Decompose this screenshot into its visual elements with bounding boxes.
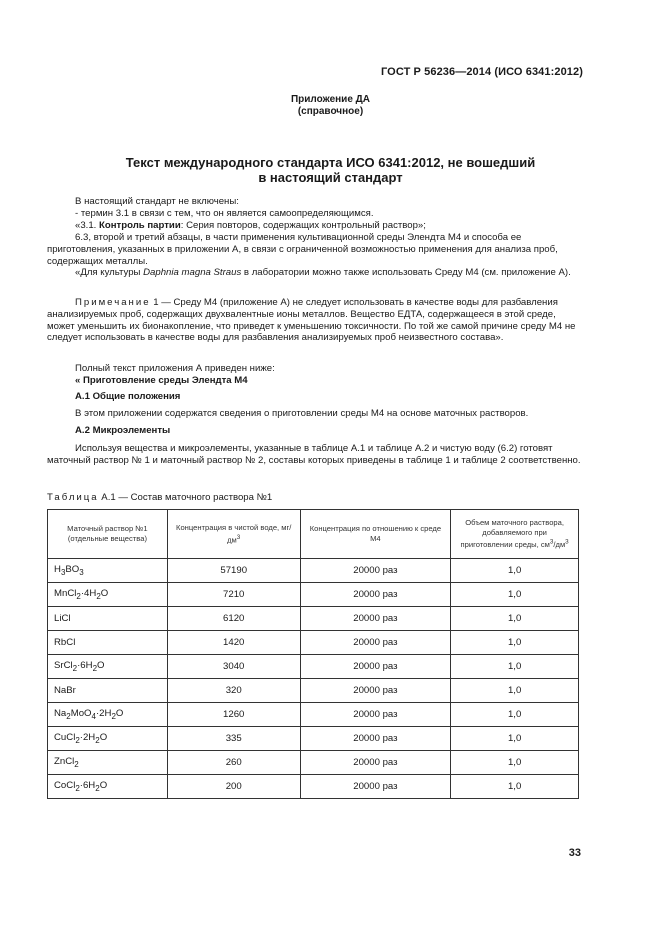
species-name: Daphnia magna Straus (143, 267, 242, 278)
term-definition (47, 220, 582, 232)
cell-volume: 1,0 (451, 679, 579, 703)
cell-substance: RbCl (48, 631, 168, 655)
cell-ratio: 20000 раз (300, 727, 451, 751)
cell-concentration: 3040 (167, 655, 300, 679)
cell-concentration: 1420 (167, 631, 300, 655)
section-a2-text: Используя вещества и микроэлементы, указанные в таблице А.1 и таблице А.2 и чистую воду (6.2) готовят маточный раствор № 1 и маточный раствор № 2, составы которых приведены в таблице 1 и таблице 2 соответственно. (47, 443, 581, 466)
superscript: 3 (549, 538, 554, 546)
cell-ratio: 20000 раз (300, 679, 451, 703)
cell-substance: $H_3BO_3$ (48, 559, 168, 583)
section-a1-title: А.1 Общие положения (75, 391, 181, 402)
appendix-subtitle: (справочное) (297, 106, 364, 117)
table-caption (47, 492, 272, 503)
table-row (48, 775, 579, 799)
table-row (48, 583, 579, 607)
cell-volume: 1,0 (451, 775, 579, 799)
header-concentration: Концентрация в чистой воде, $мг/дм^3$ (167, 510, 300, 559)
cell-substance: $CuCl_2\cdot 2H_2O$ (48, 727, 168, 751)
cell-substance: $SrCl_2\cdot 6H_2O$ (48, 655, 168, 679)
cell-volume: 1,0 (451, 583, 579, 607)
term-rest: : Серия повторов, содержащих контрольный раствор»; (180, 220, 426, 231)
cell-concentration: 57190 (167, 559, 300, 583)
daphnia-text-a: «Для культуры (75, 267, 144, 278)
cell-substance: $CoCl_2\cdot 6H_2O$ (48, 775, 168, 799)
appendix-title: Приложение ДА (290, 94, 371, 105)
cell-substance: LiCl (48, 607, 168, 631)
cell-volume: 1,0 (451, 631, 579, 655)
cell-substance: $Na_2MoO_4\cdot 2H_2O$ (48, 703, 168, 727)
cell-ratio: 20000 раз (300, 655, 451, 679)
intro-paragraph: В настоящий стандарт не включены: (75, 196, 239, 207)
cell-concentration: 7210 (167, 583, 300, 607)
note-paragraph (47, 297, 582, 344)
superscript: 3 (236, 533, 241, 541)
table-row (48, 631, 579, 655)
cell-substance: ZnCl$_2$ (48, 751, 168, 775)
standard-header: ГОСТ Р 56236—2014 (ИСО 6341:2012) (380, 66, 583, 78)
page-number: 33 (568, 847, 581, 859)
table-row (48, 727, 579, 751)
table-row (48, 703, 579, 727)
cell-concentration: 200 (167, 775, 300, 799)
cell-ratio: 20000 раз (300, 583, 451, 607)
cell-ratio: 20000 раз (300, 559, 451, 583)
cell-volume: 1,0 (451, 703, 579, 727)
daphnia-paragraph (47, 267, 582, 279)
table-row (48, 607, 579, 631)
table-caption-text: А.1 — Состав маточного раствора №1 (98, 492, 273, 503)
term-prefix: «3.1. (75, 220, 100, 231)
header-substance: Маточный раствор №1 (отдельные вещества) (48, 510, 168, 559)
header-volume: Объем маточного раствора, добавляемого при приготовлении среды, $см^3/дм^3$ (451, 510, 579, 559)
section-a1-text: В этом приложении содержатся сведения о приготовлении среды М4 на основе маточных растворов. (75, 408, 529, 419)
cell-concentration: 320 (167, 679, 300, 703)
cell-ratio: 20000 раз (300, 751, 451, 775)
cell-volume: 1,0 (451, 559, 579, 583)
table-row (48, 751, 579, 775)
full-text-intro: Полный текст приложения А приведен ниже: (75, 363, 275, 374)
cell-volume: 1,0 (451, 727, 579, 751)
cell-ratio: 20000 раз (300, 703, 451, 727)
cell-volume: 1,0 (451, 751, 579, 775)
table-row (48, 559, 579, 583)
term-name: Контроль партии (99, 220, 181, 231)
table-row (48, 655, 579, 679)
excluded-term: - термин 3.1 в связи с тем, что он является самоопределяющимся. (75, 208, 374, 219)
table-row (48, 679, 579, 703)
cell-ratio: 20000 раз (300, 631, 451, 655)
cell-concentration: 260 (167, 751, 300, 775)
superscript: 3 (565, 538, 569, 546)
table-header-row (48, 510, 579, 559)
cell-ratio: 20000 раз (300, 775, 451, 799)
section-a2-title: А.2 Микроэлементы (75, 425, 171, 436)
cell-concentration: 335 (167, 727, 300, 751)
appendix-a-title: « Приготовление среды Элендта М4 (75, 375, 248, 386)
section-6-3-paragraph: 6.3, второй и третий абзацы, в части применения культивационной среды Элендта M4 и способа ее приготовления, указанных в приложении А, в связи с ограниченной возможностью применения для анализа проб, содержащих металлы. (47, 232, 558, 267)
cell-substance: NaBr (48, 679, 168, 703)
header-ratio: Концентрация по отношению к среде М4 (300, 510, 451, 559)
stock-solution-table (47, 509, 579, 799)
cell-ratio: 20000 раз (300, 607, 451, 631)
cell-concentration: 6120 (167, 607, 300, 631)
daphnia-text-b: в лаборатории можно также использовать Среду М4 (см. приложение А). (241, 267, 571, 278)
page-title (60, 155, 601, 185)
title-line-1: Текст международного стандарта ИСО 6341:2012, не вошедший (125, 155, 536, 170)
cell-volume: 1,0 (451, 655, 579, 679)
cell-substance: $MnCl_2\cdot 4H_2O$ (48, 583, 168, 607)
table-caption-label: Таблица (47, 492, 99, 503)
title-line-2: в настоящий стандарт (258, 170, 403, 185)
cell-concentration: 1260 (167, 703, 300, 727)
cell-volume: 1,0 (451, 607, 579, 631)
note-text: 1 — Среду М4 (приложение А) не следует использовать в качестве воды для разбавления анализируемых проб, содержащих двухвалентные ионы металлов. Вещество ЕДТА, содержащееся в этой среде, может уменьшить их бионакопление, что приведет к уменьшению токсичности. По той же самой причине среду М4 не следует использовать в качестве воды для разбавления анализируемых проб неизвестного состава». (47, 297, 576, 344)
note-label: Примечание (75, 297, 151, 308)
